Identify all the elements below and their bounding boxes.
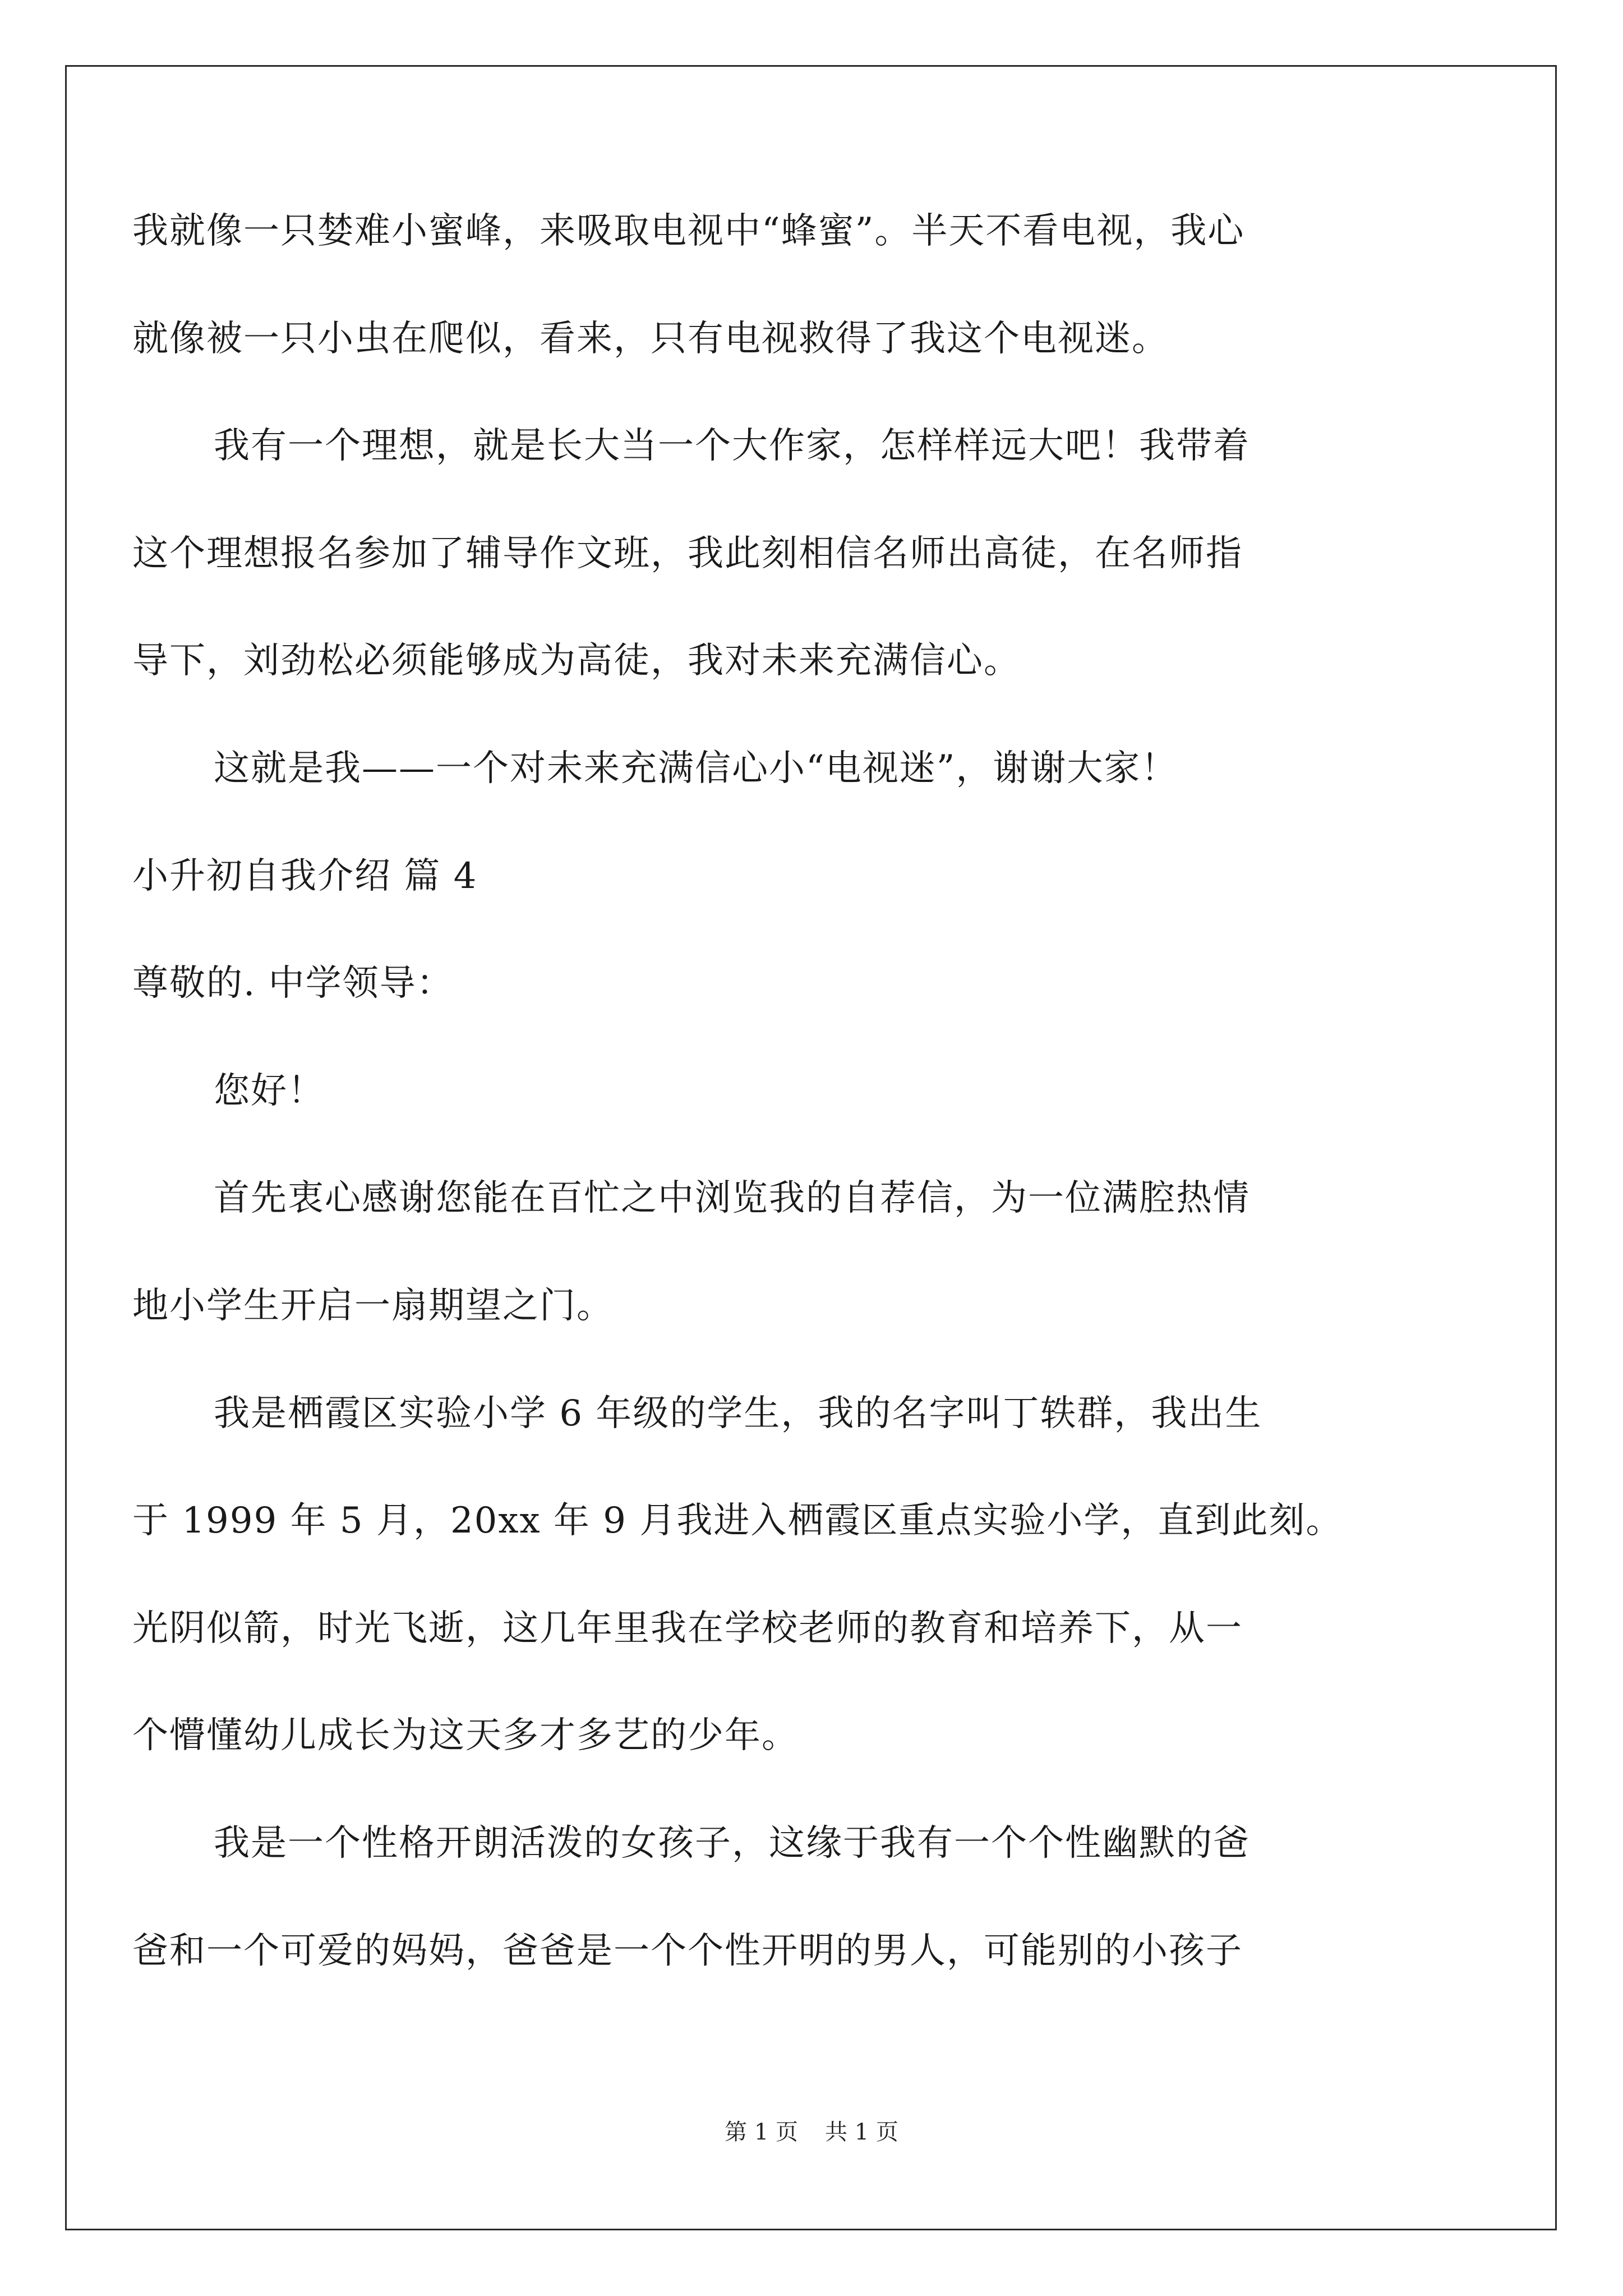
text-line: 我是栖霞区实验小学 6 年级的学生，我的名字叫丁轶群，我出生 — [214, 1393, 1262, 1434]
text-line: 于 1999 年 5 月，20xx 年 9 月我进入栖霞区重点实验小学，直到此刻。 — [132, 1500, 1343, 1542]
text-line: 爸和一个可爱的妈妈，爸爸是一个个性开明的男人，可能别的小孩子 — [132, 1930, 1243, 1972]
text-line: 这个理想报名参加了辅导作文班，我此刻相信名师出高徒，在名师指 — [132, 533, 1243, 574]
text-line: 我是一个性格开朗活泼的女孩子，这缘于我有一个个性幽默的爸 — [214, 1823, 1250, 1864]
text-line: 尊敬的. 中学领导： — [132, 963, 454, 1004]
text-line: 我就像一只婪难小蜜峰，来吸取电视中“蜂蜜”。半天不看电视，我心 — [132, 210, 1245, 252]
text-line: 首先衷心感谢您能在百忙之中浏览我的自荐信，为一位满腔热情 — [214, 1177, 1250, 1219]
text-line: 这就是我——一个对未来充满信心小“电视迷”，谢谢大家！ — [214, 748, 1178, 789]
page-footer — [0, 2118, 1623, 2146]
text-line: 我有一个理想，就是长大当一个大作家，怎样样远大吧！我带着 — [214, 425, 1250, 467]
text-line: 您好！ — [214, 1070, 325, 1112]
text-line: 个懵懂幼儿成长为这天多才多艺的少年。 — [132, 1715, 799, 1756]
page-border — [65, 65, 1557, 2230]
text-line: 地小学生开启一扇期望之门。 — [132, 1285, 614, 1327]
text-line: 小升初自我介绍 篇 4 — [132, 855, 478, 897]
page-total: 共 1 页 — [825, 2119, 898, 2145]
text-line: 光阴似箭，时光飞逝，这几年里我在学校老师的教育和培养下，从一 — [132, 1608, 1243, 1649]
page-number: 第 1 页 — [725, 2119, 798, 2145]
text-line: 导下，刘劲松必须能够成为高徒，我对未来充满信心。 — [132, 640, 1021, 682]
text-line: 就像被一只小虫在爬似，看来，只有电视救得了我这个电视迷。 — [132, 318, 1169, 360]
